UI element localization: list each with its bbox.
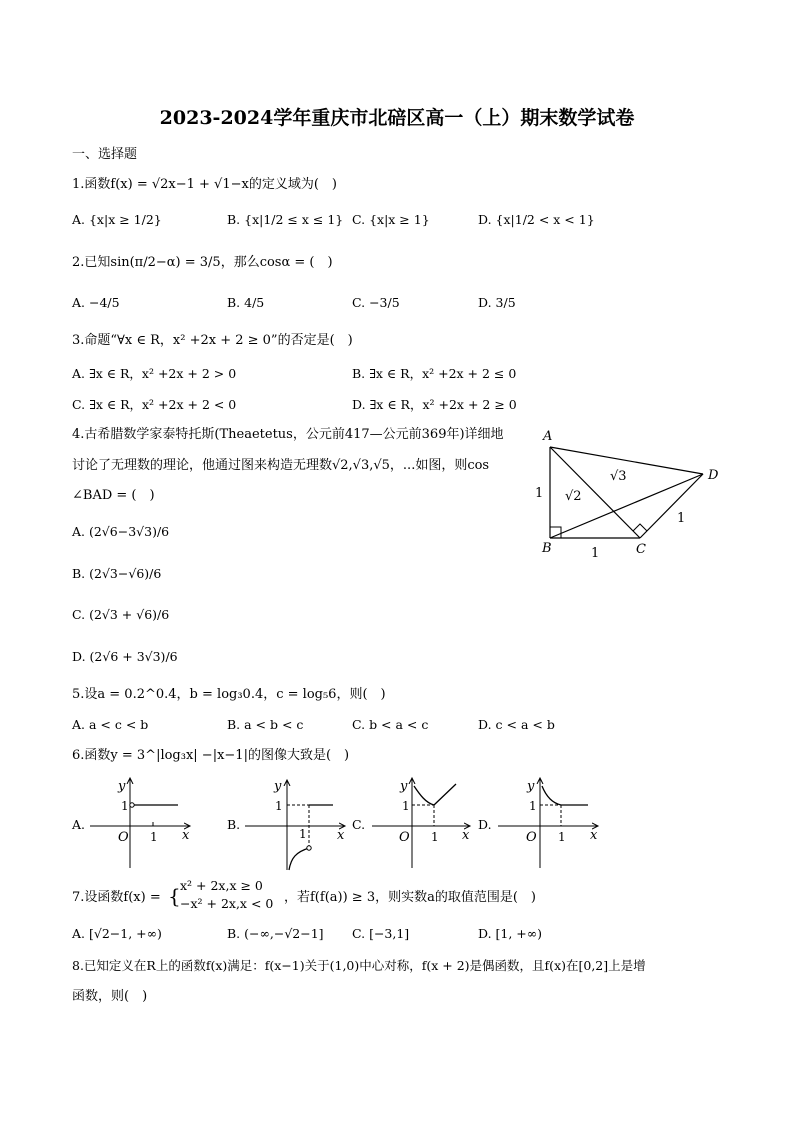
graph-c (372, 778, 470, 868)
graph-c-x-label: x (462, 828, 470, 843)
triangle-construction-figure (530, 425, 730, 565)
question-8-line-1: 8.已知定义在R上的函数f(x)满足：f(x−1)关于(1,0)中心对称，f(x + 2)是偶函数，且f(x)在[0,2]上是增 (72, 958, 646, 973)
edge-ac-label: √2 (565, 489, 582, 504)
graph-a-y-one: 1 (121, 799, 129, 813)
graph-a-origin: O (118, 830, 129, 845)
graph-d-y-label: y (527, 779, 535, 794)
page-title: 2023-2024学年重庆市北碚区高一（上）期末数学试卷 (159, 107, 635, 129)
question-7-option-d: D. [1, +∞) (478, 926, 543, 941)
graph-b-y-label: y (274, 779, 282, 794)
vertex-d-label: D (708, 468, 719, 483)
graph-d-y-one: 1 (529, 799, 537, 813)
graph-c-origin: O (399, 830, 410, 845)
question-7-case-1: x² + 2x,x ≥ 0 (180, 878, 263, 893)
question-4-option-d: D. (2√6 + 3√3)/6 (72, 649, 178, 664)
question-1-option-a: A. {x|x ≥ 1/2} (72, 212, 162, 227)
graph-d-x-label: x (590, 828, 598, 843)
question-2-option-c: C. −3/5 (352, 295, 400, 310)
question-4-option-b: B. (2√3−√6)/6 (72, 566, 162, 581)
question-7-option-c: C. [−3,1] (352, 926, 410, 941)
question-2-option-a: A. −4/5 (72, 295, 120, 310)
question-6-option-b: B. (227, 817, 241, 832)
piecewise-brace: { (168, 884, 181, 908)
graph-c-y-label: y (400, 779, 408, 794)
question-4-option-a: A. (2√6−3√3)/6 (72, 524, 170, 539)
question-6-graphs (0, 768, 794, 878)
question-3-option-a: A. ∃x ∈ R，x² +2x + 2 > 0 (72, 366, 237, 381)
graph-a-x-label: x (182, 828, 190, 843)
vertex-c-label: C (636, 542, 646, 557)
question-7-stem-right: ，若f(f(a)) ≥ 3，则实数a的取值范围是( ) (284, 890, 536, 905)
question-7-option-b: B. (−∞,−√2−1] (227, 926, 324, 941)
question-1-option-c: C. {x|x ≥ 1} (352, 212, 430, 227)
question-4-line-2: 讨论了无理数的理论，他通过图来构造无理数√2,√3,√5，...如图，则cos (72, 458, 490, 473)
graph-c-x-one: 1 (431, 830, 439, 844)
graph-c-y-one: 1 (402, 799, 410, 813)
graph-a-x-one: 1 (150, 830, 158, 844)
question-5-option-a: A. a < c < b (72, 717, 149, 732)
edge-bc-label: 1 (591, 546, 600, 561)
question-3-option-b: B. ∃x ∈ R，x² +2x + 2 ≤ 0 (352, 366, 517, 381)
question-5-stem: 5.设a = 0.2^0.4，b = log₃0.4，c = log₅6，则( ) (72, 687, 386, 702)
graph-b-x-one: 1 (299, 827, 307, 841)
edge-ab-label: 1 (535, 486, 544, 501)
question-7-case-2: −x² + 2x,x < 0 (180, 896, 274, 911)
question-4-line-3: ∠BAD = ( ) (72, 488, 155, 503)
question-1-stem: 1.函数f(x) = √2x−1 + √1−x的定义域为( ) (72, 177, 337, 192)
question-7-stem-left: 7.设函数f(x) = (72, 890, 161, 905)
graph-a-y-label: y (118, 779, 126, 794)
graph-d-origin: O (526, 830, 537, 845)
question-4-line-1: 4.古希腊数学家泰特托斯(Theaetetus，公元前417—公元前369年)详细地 (72, 427, 504, 442)
section-heading: 一、选择题 (72, 147, 138, 162)
graph-d (498, 778, 598, 868)
question-3-option-d: D. ∃x ∈ R，x² +2x + 2 ≥ 0 (352, 397, 517, 412)
question-5-option-d: D. c < a < b (478, 717, 555, 732)
question-4-option-c: C. (2√3 + √6)/6 (72, 607, 170, 622)
question-6-option-c: C. (352, 817, 366, 832)
edge-cd-label: 1 (677, 511, 686, 526)
question-3-stem: 3.命题“∀x ∈ R，x² +2x + 2 ≥ 0”的否定是( ) (72, 333, 353, 348)
vertex-a-label: A (543, 429, 553, 444)
question-2-stem: 2.已知sin(π/2−α) = 3/5，那么cosα = ( ) (72, 255, 333, 270)
question-6-option-d: D. (478, 817, 492, 832)
graph-a (90, 778, 190, 868)
question-1-option-d: D. {x|1/2 < x < 1} (478, 212, 595, 227)
question-3-option-c: C. ∃x ∈ R，x² +2x + 2 < 0 (72, 397, 237, 412)
question-2-option-d: D. 3/5 (478, 295, 516, 310)
question-1-option-b: B. {x|1/2 ≤ x ≤ 1} (227, 212, 344, 227)
vertex-b-label: B (542, 541, 552, 556)
graph-d-x-one: 1 (558, 830, 566, 844)
question-5-option-c: C. b < a < c (352, 717, 429, 732)
question-8-line-2: 函数，则( ) (72, 989, 148, 1004)
question-5-option-b: B. a < b < c (227, 717, 304, 732)
question-2-option-b: B. 4/5 (227, 295, 265, 310)
graph-b-y-one: 1 (275, 799, 283, 813)
question-7-option-a: A. [√2−1, +∞) (72, 926, 162, 941)
question-6-stem: 6.函数y = 3^|log₃x| −|x−1|的图像大致是( ) (72, 748, 350, 763)
question-6-option-a: A. (72, 817, 86, 832)
graph-b (245, 779, 345, 870)
edge-ad-label: √3 (610, 469, 627, 484)
graph-b-x-label: x (337, 828, 345, 843)
